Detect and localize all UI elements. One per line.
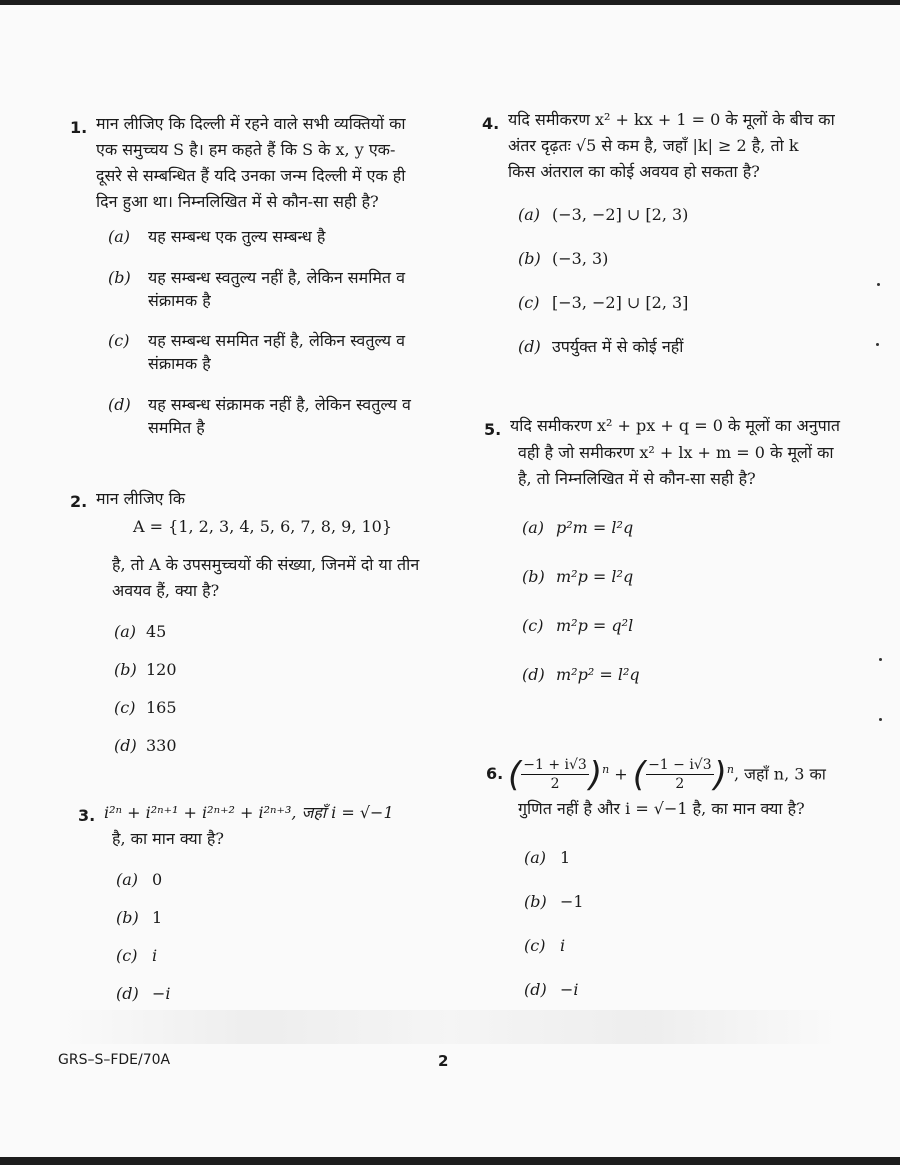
bottom-border bbox=[0, 1157, 900, 1165]
option-c: (c) m²p = q²l bbox=[522, 616, 634, 635]
option-c: (c) [−3, −2] ∪ [2, 3] bbox=[518, 293, 689, 312]
option-a: (a) यह सम्बन्ध एक तुल्य सम्बन्ध है bbox=[108, 227, 326, 246]
option-c-continuation: संक्रामक है bbox=[148, 354, 211, 373]
option-a: (a) p²m = l²q bbox=[522, 518, 634, 537]
option-d: (d) m²p² = l²q bbox=[522, 665, 640, 684]
expression: i²ⁿ + i²ⁿ⁺¹ + i²ⁿ⁺² + i²ⁿ⁺³, जहाँ i = √−1 bbox=[104, 803, 394, 822]
question-number: 2. bbox=[70, 492, 88, 511]
question-text-line: अंतर दृढ़तः √5 से कम है, जहाँ |k| ≥ 2 है, तो k bbox=[508, 136, 799, 155]
option-c: (c) 165 bbox=[114, 698, 177, 717]
option-d: (d) उपर्युक्त में से कोई नहीं bbox=[518, 337, 684, 356]
question-number: 1. bbox=[70, 118, 88, 137]
question-text-line: मान लीजिए कि bbox=[96, 489, 186, 508]
option-d: (d) यह सम्बन्ध संक्रामक नहीं है, लेकिन स्वतुल्य व bbox=[108, 395, 411, 414]
question-text-line: अवयव हैं, क्या है? bbox=[112, 581, 220, 600]
option-b: (b) यह सम्बन्ध स्वतुल्य नहीं है, लेकिन सममित व bbox=[108, 268, 406, 287]
fraction-numerator: −1 − i√3 bbox=[648, 757, 712, 774]
question-number: 4. bbox=[482, 114, 500, 133]
expression: ( $\frac{-1 + i√3}{2}$ )$^n$ + ( $\frac{-1 - i√3}{2}$ )$^n$, जहाँ n, 3 का bbox=[508, 754, 826, 795]
paper-code: GRS–S–FDE/70A bbox=[58, 1052, 171, 1068]
question-text-line: दूसरे से सम्बन्धित हैं यदि उनका जन्म दिल्ली में एक ही bbox=[96, 166, 406, 185]
option-d: (d) −i bbox=[524, 980, 579, 999]
question-text-line: है, तो निम्नलिखित में से कौन-सा सही है? bbox=[518, 469, 756, 488]
fraction-numerator: −1 + i√3 bbox=[523, 757, 587, 774]
option-b: (b) 1 bbox=[116, 908, 163, 927]
option-d-continuation: सममित है bbox=[148, 418, 205, 437]
question-text-line: किस अंतराल का कोई अवयव हो सकता है? bbox=[508, 162, 760, 181]
option-a: (a) 45 bbox=[114, 622, 167, 641]
question-number: 5. bbox=[484, 420, 502, 439]
question-text-line: है, तो A के उपसमुच्चयों की संख्या, जिनमें दो या तीन bbox=[112, 555, 420, 574]
scan-speck bbox=[879, 658, 882, 661]
question-number: 6. bbox=[486, 764, 504, 783]
option-b: (b) −1 bbox=[524, 892, 584, 911]
question-text-line: मान लीजिए कि दिल्ली में रहने वाले सभी व्यक्तियों का bbox=[96, 114, 406, 133]
page-number: 2 bbox=[438, 1052, 449, 1070]
question-text-line: एक समुच्चय S है। हम कहते हैं कि S के x, y एक- bbox=[96, 140, 396, 159]
option-b: (b) 120 bbox=[114, 660, 177, 679]
question-text-line: है, का मान क्या है? bbox=[112, 829, 225, 848]
question-text-line: वही है जो समीकरण x² + lx + m = 0 के मूलों का bbox=[518, 443, 834, 462]
scan-speck bbox=[879, 718, 882, 721]
question-text-line: यदि समीकरण x² + kx + 1 = 0 के मूलों के बीच का bbox=[508, 110, 835, 129]
set-definition: A = {1, 2, 3, 4, 5, 6, 7, 8, 9, 10} bbox=[133, 517, 393, 536]
scan-smudge bbox=[60, 1010, 840, 1044]
option-a: (a) 1 bbox=[524, 848, 571, 867]
option-a: (a) (−3, −2] ∪ [2, 3) bbox=[518, 205, 689, 224]
option-c: (c) i bbox=[116, 946, 158, 965]
question-text-line: दिन हुआ था। निम्नलिखित में से कौन-सा सही है? bbox=[96, 192, 379, 211]
option-c: (c) i bbox=[524, 936, 566, 955]
scan-speck bbox=[877, 283, 880, 286]
question-text-line: गुणित नहीं है और i = √−1 है, का मान क्या है? bbox=[518, 799, 805, 818]
option-d: (d) −i bbox=[116, 984, 171, 1003]
option-c: (c) यह सम्बन्ध सममित नहीं है, लेकिन स्वतुल्य व bbox=[108, 331, 406, 350]
option-d: (d) 330 bbox=[114, 736, 177, 755]
question-text-line: यदि समीकरण x² + px + q = 0 के मूलों का अनुपात bbox=[510, 416, 840, 435]
fraction-denominator: 2 bbox=[550, 776, 560, 793]
option-b: (b) m²p = l²q bbox=[522, 567, 634, 586]
question-number: 3. bbox=[78, 806, 96, 825]
option-b-continuation: संक्रामक है bbox=[148, 291, 211, 310]
top-border bbox=[0, 0, 900, 5]
option-a: (a) 0 bbox=[116, 870, 163, 889]
fraction-denominator: 2 bbox=[675, 776, 685, 793]
option-b: (b) (−3, 3) bbox=[518, 249, 609, 268]
scan-speck bbox=[876, 343, 879, 346]
